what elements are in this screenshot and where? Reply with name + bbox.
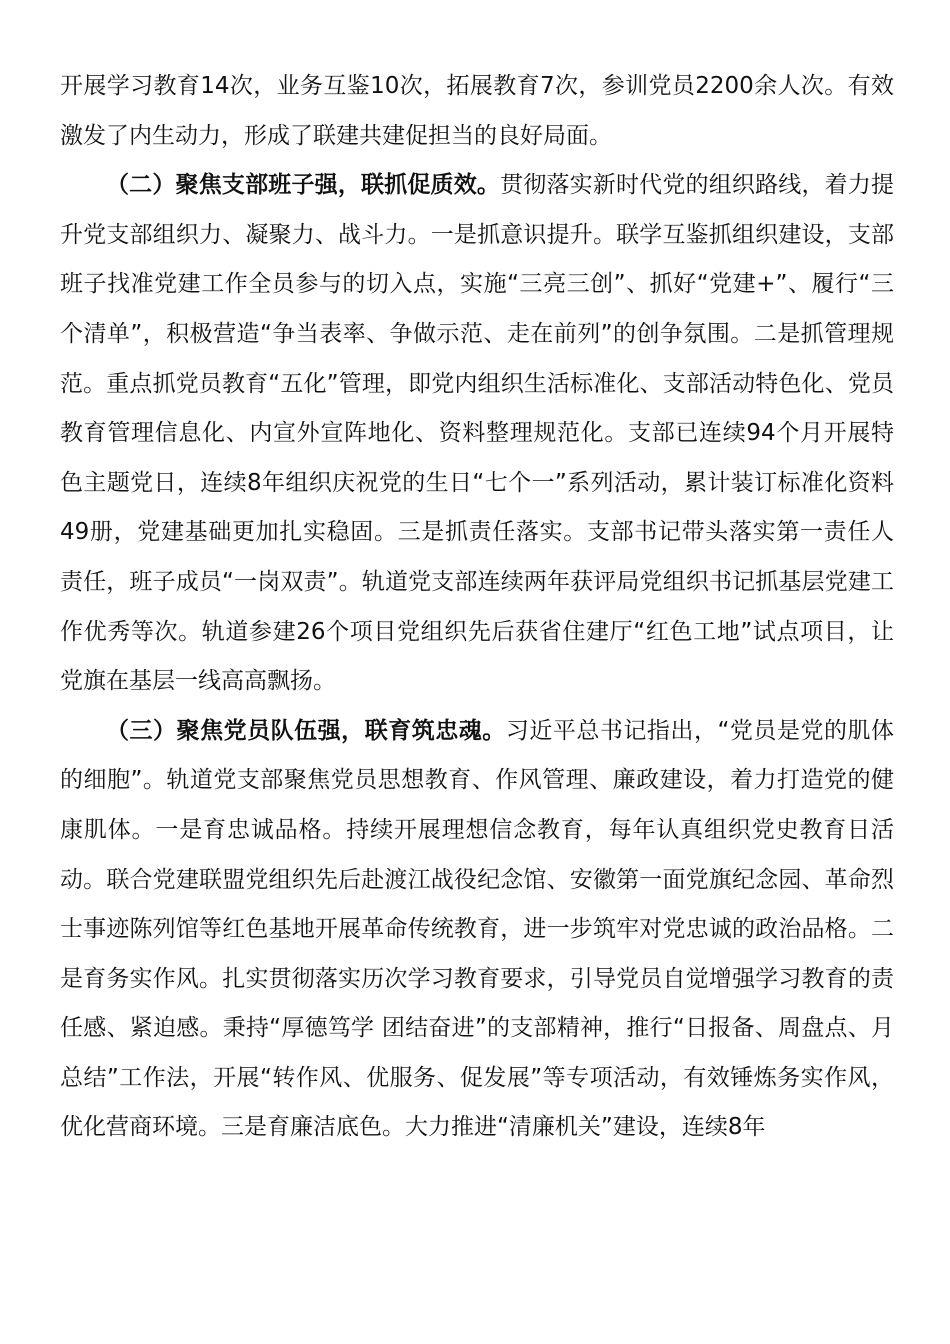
- paragraph-2-lead: （二）聚焦支部班子强，联抓促质效。: [106, 172, 501, 199]
- document-page: [60, 62, 894, 1153]
- paragraph-3-lead: （三）聚焦党员队伍强，联育筑忠魂。: [106, 717, 506, 744]
- paragraph-2-text: 贯彻落实新时代党的组织路线，着力提升党支部组织力、凝聚力、战斗力。一是抓意识提升。联学互鉴抓组织建设，支部班子找准党建工作全员参与的切入点，实施“三亮三创”、抓好“党建+”、履行“三个清单”，积极营造“争当表率、争做示范、走在前列”的创争氛围。二是抓管理规范。重点抓党员教育“五化”管理，即党内组织生活标准化、支部活动特色化、党员教育管理信息化、内宣外宣阵地化、资料整理规范化。支部已连续94个月开展特色主题党日，连续8年组织庆祝党的生日“七个一”系列活动，累计装订标准化资料49册，党建基础更加扎实稳固。三是抓责任落实。支部书记带头落实第一责任人责任，班子成员“一岗双责”。轨道党支部连续两年获评局党组织书记抓基层党建工作优秀等次。轨道参建26个项目党组织先后获省住建厅“红色工地”试点项目，让党旗在基层一线高高飘扬。: [60, 172, 895, 695]
- paragraph-3: [60, 707, 894, 1153]
- paragraph-3-text: 习近平总书记指出，“党员是党的肌体的细胞”。轨道党支部聚焦党员思想教育、作风管理、廉政建设，着力打造党的健康肌体。一是育忠诚品格。持续开展理想信念教育，每年认真组织党史教育日活动。联合党建联盟党组织先后赴渡江战役纪念馆、安徽第一面党旗纪念园、革命烈士事迹陈列馆等红色基地开展革命传统教育，进一步筑牢对党忠诚的政治品格。二是育务实作风。扎实贯彻落实历次学习教育要求，引导党员自觉增强学习教育的责任感、紧迫感。秉持“厚德笃学 团结奋进”的支部精神，推行“日报备、周盘点、月总结”工作法，开展“转作风、优服务、促发展”等专项活动，有效锤炼务实作风，优化营商环境。三是育廉洁底色。大力推进“清廉机关”建设，连续8年: [60, 717, 895, 1141]
- paragraph-1-text: 开展学习教育14次，业务互鉴10次，拓展教育7次，参训党员2200余人次。有效激发了内生动力，形成了联建共建促担当的良好局面。: [60, 73, 894, 149]
- paragraph-1: [60, 62, 894, 161]
- paragraph-2: [60, 161, 894, 707]
